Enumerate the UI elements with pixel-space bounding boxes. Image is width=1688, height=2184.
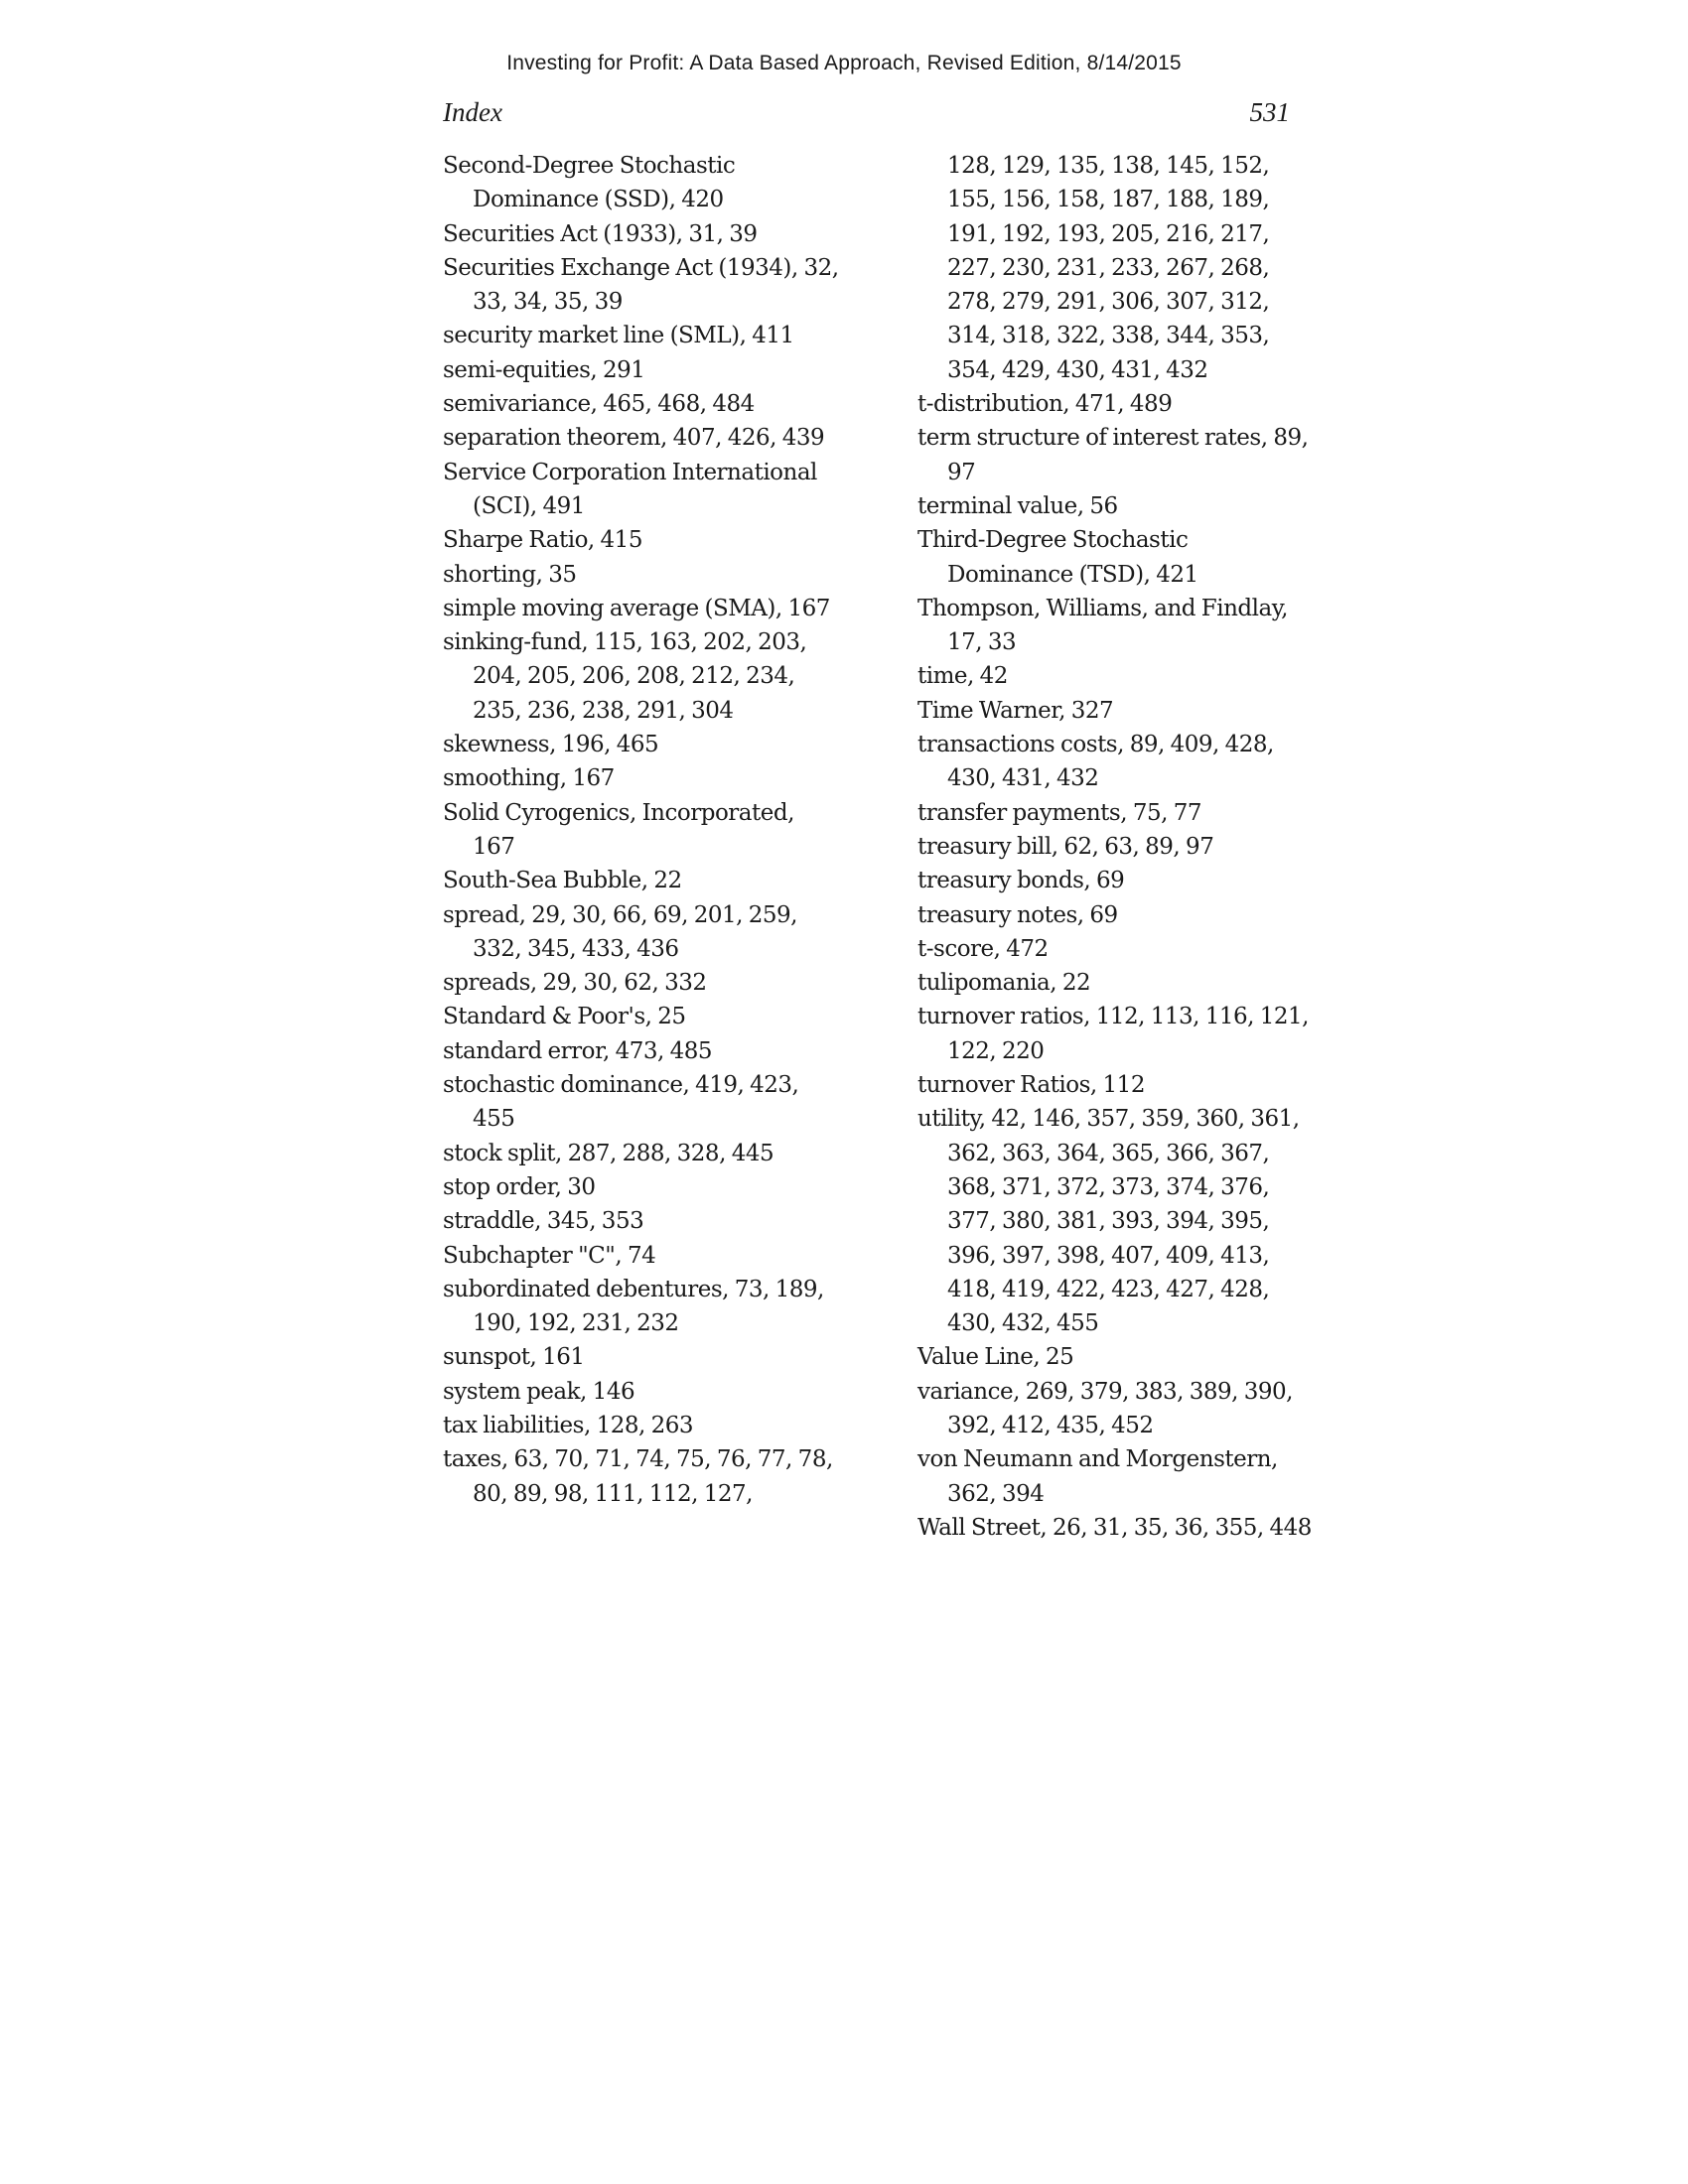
index-entry: tax liabilities, 128, 263 [443, 1412, 694, 1438]
index-entry: Thompson, Williams, and Findlay, 17, 33 [917, 595, 1288, 656]
page-number: 531 [1249, 97, 1290, 127]
index-entry: skewness, 196, 465 [443, 732, 659, 758]
index-entry: Securities Act (1933), 31, 39 [443, 220, 758, 247]
index-column-left [443, 149, 840, 1511]
index-entry: separation theorem, 407, 426, 439 [443, 425, 825, 452]
index-entry: Subchapter "C", 74 [443, 1242, 656, 1269]
section-label: Index [443, 97, 502, 127]
index-entry: treasury notes, 69 [917, 901, 1118, 928]
index-entry: Securities Exchange Act (1934), 32, 33, 34, 35, 39 [443, 254, 839, 316]
index-entry: standard error, 473, 485 [443, 1037, 712, 1064]
index-entry: semi-equities, 291 [443, 356, 645, 383]
index-entry: Solid Cyrogenics, Incorporated, 167 [443, 799, 794, 860]
index-entry: time, 42 [917, 663, 1008, 690]
index-entry: tulipomania, 22 [917, 970, 1091, 997]
index-entry: transactions costs, 89, 409, 428, 430, 431, 432 [917, 732, 1274, 792]
index-entry: simple moving average (SMA), 167 [443, 595, 830, 621]
index-entry: variance, 269, 379, 383, 389, 390, 392, 412, 435, 452 [917, 1378, 1293, 1438]
index-entry: Second-Degree Stochastic Dominance (SSD), 420 [443, 153, 736, 213]
index-entry-continuation: 128, 129, 135, 138, 145, 152, 155, 156, 158, 187, 188, 189, 191, 192, 193, 205, 216, 217, 227, 230, 231, 233, 267, 268, 278, 279, 291, 306, 307, 312, 314, 318, 322, 338, 344, 353, 354, 429, 430, 431, 432 [947, 153, 1270, 383]
index-entry: sunspot, 161 [443, 1344, 585, 1371]
index-entry: stochastic dominance, 419, 423, 455 [443, 1072, 799, 1133]
index-entry: system peak, 146 [443, 1378, 635, 1405]
index-entry: term structure of interest rates, 89, 97 [917, 425, 1309, 485]
index-entry: spread, 29, 30, 66, 69, 201, 259, 332, 345, 433, 436 [443, 901, 797, 962]
index-entry: taxes, 63, 70, 71, 74, 75, 76, 77, 78, 80, 89, 98, 111, 112, 127, [443, 1446, 833, 1507]
index-entry: South-Sea Bubble, 22 [443, 868, 682, 894]
index-entry: Standard & Poor's, 25 [443, 1004, 686, 1030]
index-entry: utility, 42, 146, 357, 359, 360, 361, 362, 363, 364, 365, 366, 367, 368, 371, 372, 373, 374, 376, 377, 380, 381, 393, 394, 395, 396, 397, 398, 407, 409, 413, 418, 419, 422, 423, 427, 428, 430, 432, 455 [917, 1106, 1300, 1337]
index-entry: Wall Street, 26, 31, 35, 36, 355, 448 [917, 1514, 1312, 1541]
index-entry: stock split, 287, 288, 328, 445 [443, 1140, 774, 1166]
index-entry: stop order, 30 [443, 1173, 596, 1200]
index-entry: t-distribution, 471, 489 [917, 391, 1173, 418]
index-entry: terminal value, 56 [917, 492, 1118, 519]
index-entry: treasury bonds, 69 [917, 868, 1125, 894]
index-entry: straddle, 345, 353 [443, 1208, 644, 1235]
index-entry: von Neumann and Morgenstern, 362, 394 [917, 1446, 1278, 1507]
index-entry: Sharpe Ratio, 415 [443, 527, 642, 554]
index-entry: security market line (SML), 411 [443, 323, 794, 349]
index-entry: Third-Degree Stochastic Dominance (TSD), 421 [917, 527, 1198, 588]
index-entry: smoothing, 167 [443, 765, 615, 792]
index-entry: Service Corporation International (SCI), 491 [443, 459, 817, 519]
index-entry: turnover Ratios, 112 [917, 1072, 1145, 1099]
index-entry: turnover ratios, 112, 113, 116, 121, 122, 220 [917, 1004, 1309, 1064]
index-entry: Time Warner, 327 [917, 697, 1114, 724]
running-header: Investing for Profit: A Data Based Approach, Revised Edition, 8/14/2015 [506, 52, 1182, 74]
index-column-right [917, 149, 1315, 1545]
index-entry: shorting, 35 [443, 561, 577, 588]
index-entry: subordinated debentures, 73, 189, 190, 192, 231, 232 [443, 1276, 824, 1337]
index-entry: Value Line, 25 [917, 1344, 1074, 1371]
index-entry: sinking-fund, 115, 163, 202, 203, 204, 205, 206, 208, 212, 234, 235, 236, 238, 291, 304 [443, 629, 807, 724]
index-entry: t-score, 472 [917, 935, 1049, 962]
index-entry: treasury bill, 62, 63, 89, 97 [917, 833, 1214, 860]
index-entry: semivariance, 465, 468, 484 [443, 391, 755, 418]
index-entry: transfer payments, 75, 77 [917, 799, 1201, 826]
index-entry: spreads, 29, 30, 62, 332 [443, 970, 707, 997]
